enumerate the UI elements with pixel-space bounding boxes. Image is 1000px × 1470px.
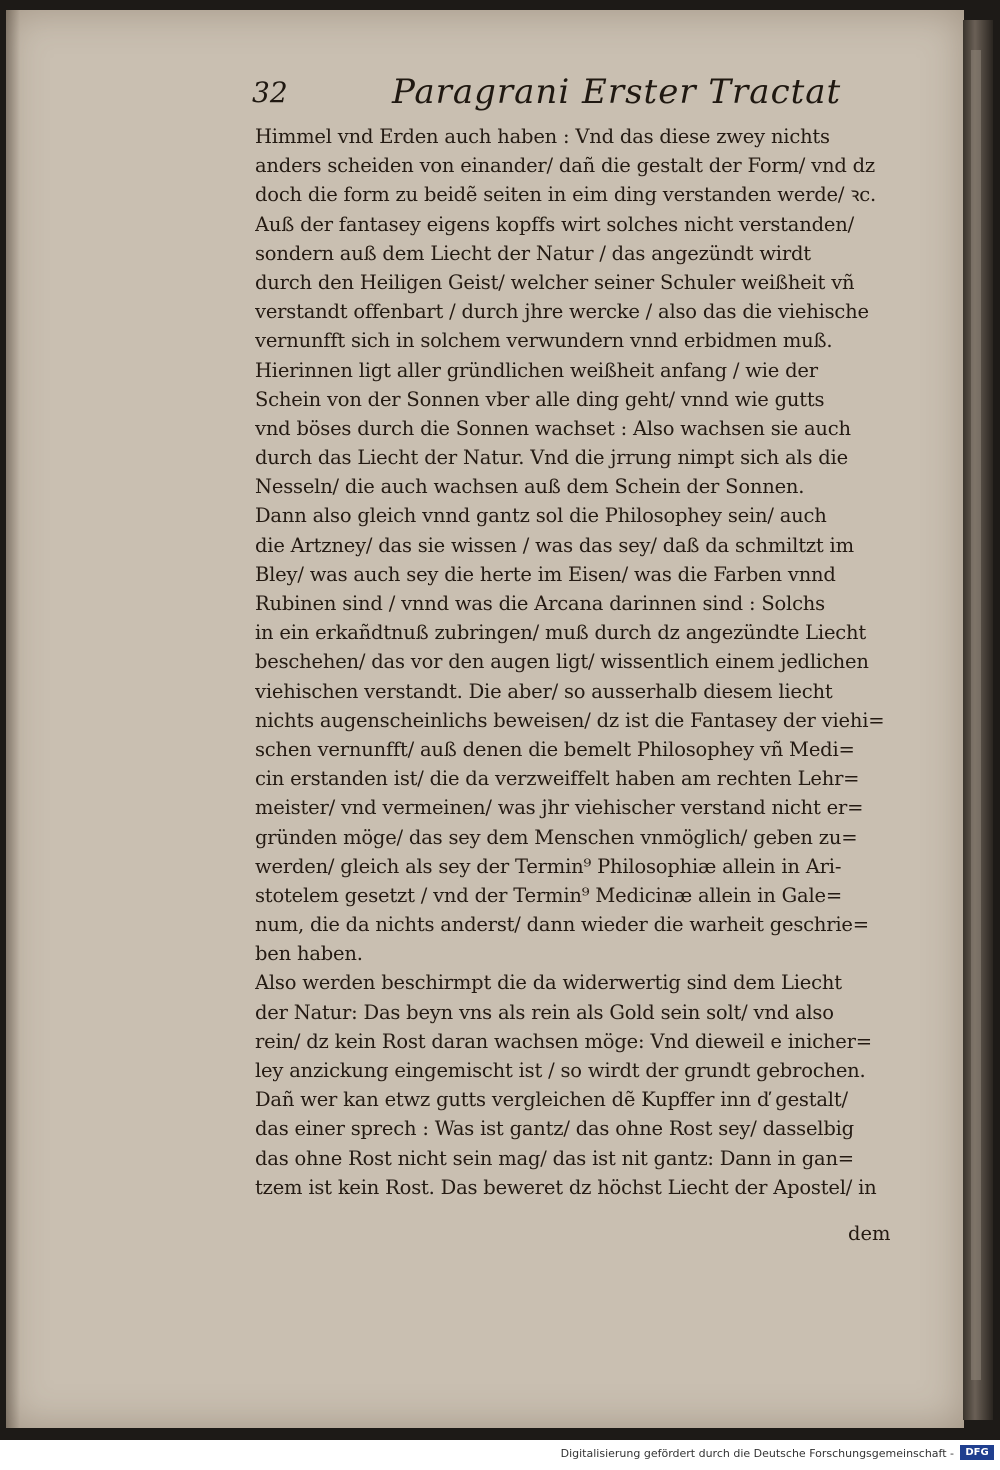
- text-line: doch die form zu beidẽ seiten in eim ding verstanden werde/ ꝛc.: [255, 183, 876, 207]
- text-line: Auß der fantasey eigens kopffs wirt solches nicht verstanden/: [255, 212, 854, 236]
- text-line: stotelem gesetzt / vnd der Termin⁹ Medicinæ allein in Gale=: [255, 883, 842, 907]
- text-line: tzem ist kein Rost. Das beweret dz höchst Liecht der Apostel/ in: [255, 1175, 877, 1199]
- text-line: ben haben.: [255, 942, 363, 966]
- text-line: Rubinen sind / vnnd was die Arcana darinnen sind : Solchs: [255, 592, 825, 615]
- digitization-credit: Digitalisierung gefördert durch die Deutsche Forschungsgemeinschaft -: [560, 1447, 954, 1460]
- page-gutter-shadow: [6, 10, 20, 1428]
- text-line: Dañ wer kan etwz gutts vergleichen dẽ Kupffer inn ď gestalt/: [255, 1088, 848, 1112]
- body-text: [255, 122, 915, 1202]
- catchword: dem: [848, 1222, 891, 1245]
- text-line: cin erstanden ist/ die da verzweiffelt haben am rechten Lehr=: [255, 767, 860, 791]
- text-line: Himmel vnd Erden auch haben : Vnd das diese zwey nichts: [255, 125, 830, 148]
- text-line: beschehen/ das vor den augen ligt/ wissentlich einem jedlichen: [255, 650, 869, 674]
- text-line: die Artzney/ das sie wissen / was das sey/ daß da schmiltzt im: [255, 533, 854, 557]
- text-line: das ohne Rost nicht sein mag/ das ist nit gantz: Dann in gan=: [255, 1146, 854, 1170]
- book-edge: [963, 20, 993, 1420]
- text-line: verstandt offenbart / durch jhre wercke / also das die viehische: [255, 300, 869, 324]
- text-line: rein/ dz kein Rost daran wachsen möge: Vnd dieweil e inicher=: [255, 1029, 872, 1053]
- text-line: nichts augenscheinlichs beweisen/ dz ist die Fantasey der viehi=: [255, 708, 885, 732]
- text-line: Dann also gleich vnnd gantz sol die Philosophey sein/ auch: [255, 504, 827, 528]
- text-line: Also werden beschirmpt die da widerwertig sind dem Liecht: [255, 971, 842, 995]
- text-line: Nesseln/ die auch wachsen auß dem Schein der Sonnen.: [255, 475, 805, 499]
- text-line: in ein erkañdtnuß zubringen/ muß durch dz angezündte Liecht: [255, 621, 867, 645]
- text-line: Bley/ was auch sey die herte im Eisen/ was die Farben vnnd: [255, 562, 836, 586]
- text-line: ley anzickung eingemischt ist / so wirdt der grundt gebrochen.: [255, 1059, 866, 1082]
- text-line: Hierinnen ligt aller gründlichen weißheit anfang / wie der: [255, 358, 818, 382]
- text-line: das einer sprech : Was ist gantz/ das ohne Rost sey/ dasselbig: [255, 1117, 854, 1141]
- text-line: vernunfft sich in solchem verwundern vnnd erbidmen muß.: [255, 329, 833, 353]
- text-line: meister/ vnd vermeinen/ was jhr viehischer verstand nicht er=: [255, 796, 864, 820]
- text-line: anders scheiden von einander/ dañ die gestalt der Form/ vnd dz: [255, 154, 875, 178]
- text-line: durch das Liecht der Natur. Vnd die jrrung nimpt sich als die: [255, 446, 848, 470]
- text-line: viehischen verstandt. Die aber/ so ausserhalb diesem liecht: [255, 679, 833, 703]
- text-line: werden/ gleich als sey der Termin⁹ Philosophiæ allein in Ari-: [255, 854, 842, 878]
- book-edge-strip: [971, 50, 981, 1380]
- text-line: Schein von der Sonnen vber alle ding geht/ vnnd wie gutts: [255, 387, 825, 411]
- running-title: Paragrani Erster Tractat: [392, 72, 842, 112]
- text-line: sondern auß dem Liecht der Natur / das angezündt wirdt: [255, 241, 811, 265]
- text-line: vnd böses durch die Sonnen wachset : Also wachsen sie auch: [255, 416, 851, 440]
- text-line: schen vernunfft/ auß denen die bemelt Philosophey vñ Medi=: [255, 737, 855, 761]
- text-line: durch den Heiligen Geist/ welcher seiner Schuler weißheit vñ: [255, 270, 855, 294]
- page-header: [252, 72, 842, 116]
- page-number: 32: [252, 76, 288, 109]
- text-line: num, die da nichts anderst/ dann wieder die warheit geschrie=: [255, 913, 869, 937]
- dfg-logo: DFG: [960, 1445, 994, 1460]
- text-line: der Natur: Das beyn vns als rein als Gold sein solt/ vnd also: [255, 1000, 834, 1024]
- text-line: gründen möge/ das sey dem Menschen vnmöglich/ geben zu=: [255, 825, 858, 849]
